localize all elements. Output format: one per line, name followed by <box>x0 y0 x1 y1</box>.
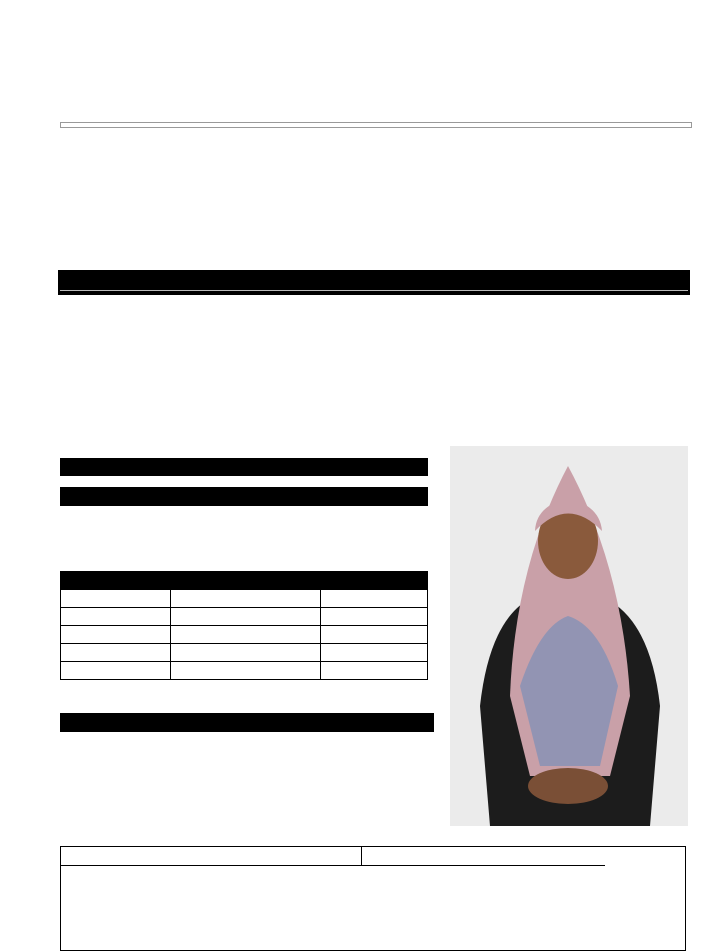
languages-header-ar <box>362 488 428 506</box>
other-details-box <box>58 270 690 295</box>
education-table <box>60 458 428 476</box>
skills-header <box>61 714 410 732</box>
other-details-header <box>60 270 297 290</box>
employment-col-position <box>61 590 171 608</box>
skills-header-ar <box>410 714 434 732</box>
personal-info-box <box>60 122 692 128</box>
education-value <box>244 458 428 476</box>
employment-col-period <box>321 590 428 608</box>
employment-header-ar <box>321 572 428 590</box>
employment-header <box>61 572 321 590</box>
languages-header <box>61 488 362 506</box>
remarks-label-ar <box>605 847 685 865</box>
languages-table <box>60 487 428 506</box>
page-title <box>24 4 684 99</box>
applicant-photo <box>450 446 688 826</box>
education-label <box>60 458 244 476</box>
remarks-box <box>60 846 686 951</box>
other-details-header-ar <box>297 270 688 290</box>
employment-col-country <box>171 590 321 608</box>
employment-note <box>171 626 321 644</box>
skills-table <box>60 713 434 732</box>
employment-table <box>60 571 428 680</box>
remarks-label <box>61 847 361 865</box>
